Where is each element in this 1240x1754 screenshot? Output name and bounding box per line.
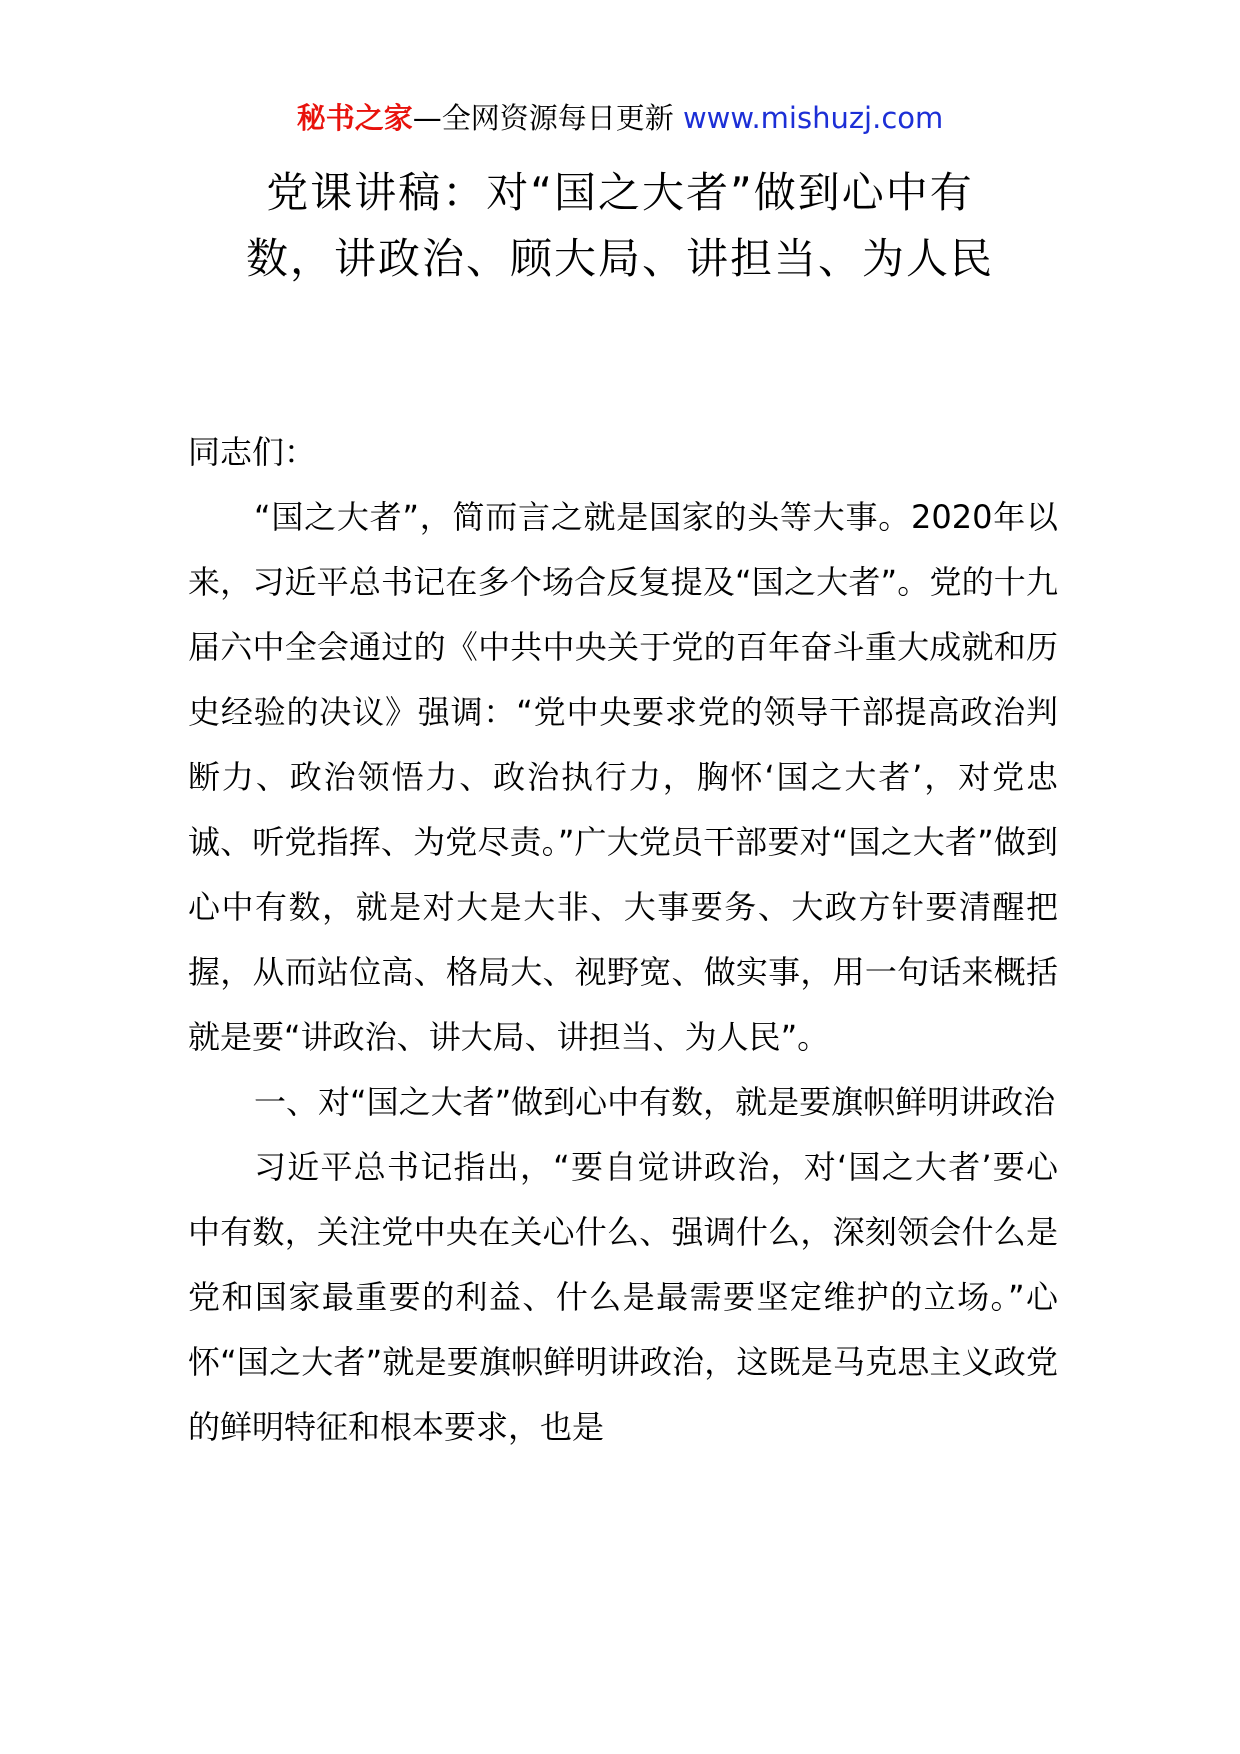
document-body — [188, 420, 1058, 1460]
section-heading-1: 一、对“国之大者”做到心中有数，就是要旗帜鲜明讲政治 — [254, 1083, 1056, 1121]
paragraph-2: 习近平总书记指出，“要自觉讲政治，对‘国之大者’要心中有数，关注党中央在关心什么、强调什么，深刻领会什么是党和国家最重要的利益、什么是最需要坚定维护的立场。”心怀“国之大者”就是要旗帜鲜明讲政治，这既是马克思主义政党的鲜明特征和根本要求，也是 — [188, 1148, 1058, 1446]
title-line-2: 数，讲政治、顾大局、讲担当、为人民 — [245, 234, 994, 283]
header-banner — [0, 98, 1240, 138]
title-line-1: 党课讲稿：对“国之大者”做到心中有 — [266, 168, 974, 217]
salutation: 同志们： — [188, 433, 317, 471]
header-tagline: —全网资源每日更新 — [412, 101, 674, 135]
site-url-link[interactable]: www.mishuzj.com — [682, 101, 944, 135]
document-title — [150, 160, 1090, 292]
brand-name: 秘书之家 — [296, 101, 413, 135]
paragraph-1: “国之大者”，简而言之就是国家的头等大事。2020年以来，习近平总书记在多个场合反复提及“国之大者”。党的十九届六中全会通过的《中共中央关于党的百年奋斗重大成就和历史经验的决议》强调：“党中央要求党的领导干部提高政治判断力、政治领悟力、政治执行力，胸怀‘国之大者’，对党忠诚、听党指挥、为党尽责。”广大党员干部要对“国之大者”做到心中有数，就是对大是大非、大事要务、大政方针要清醒把握，从而站位高、格局大、视野宽、做实事，用一句话来概括就是要“讲政治、讲大局、讲担当、为人民”。 — [188, 498, 1058, 1056]
